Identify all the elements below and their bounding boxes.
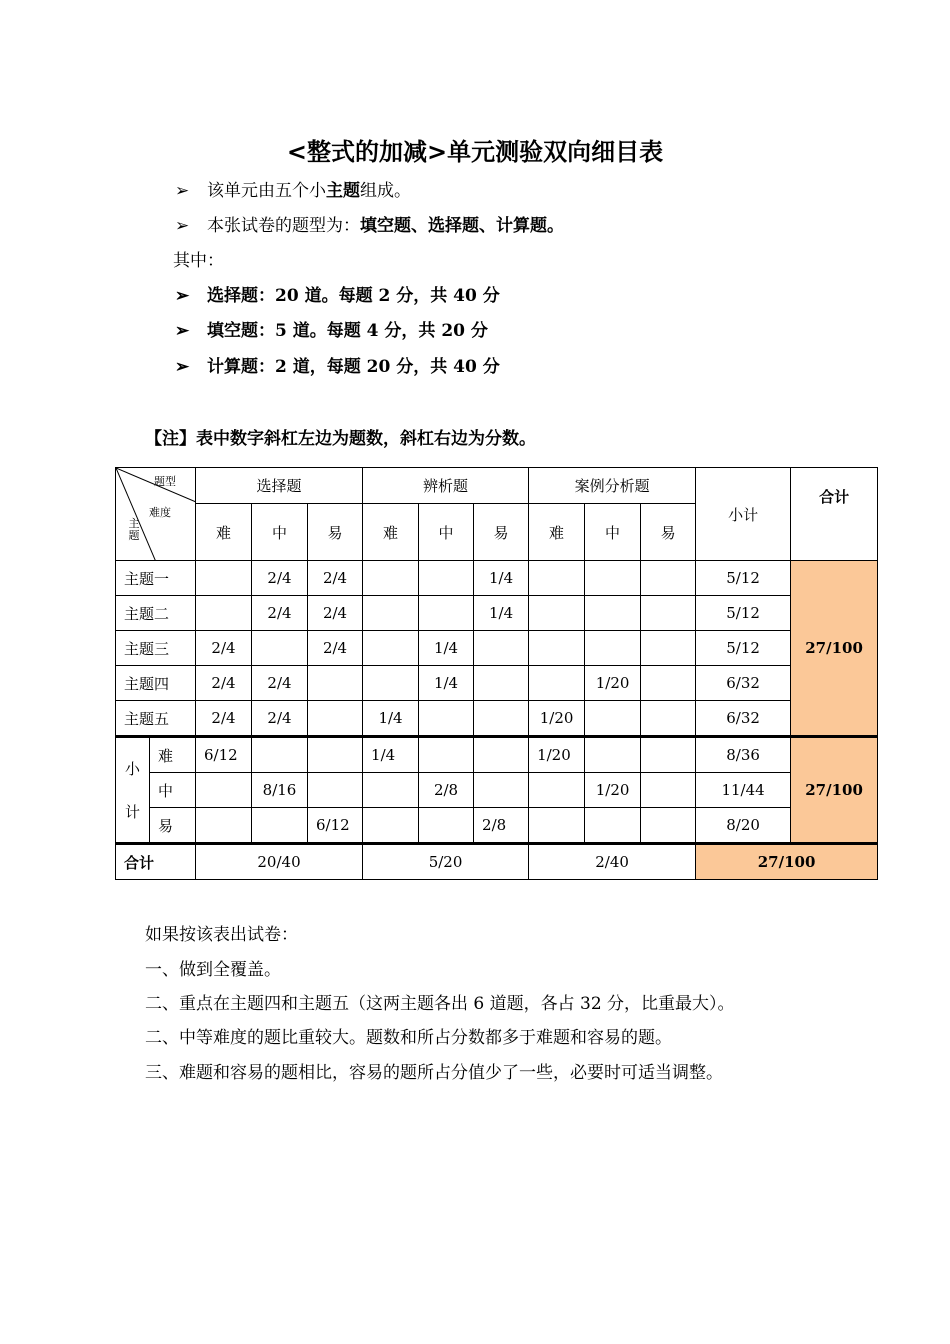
table-cell xyxy=(419,737,474,773)
group-header: 辨析题 xyxy=(363,468,529,504)
table-cell: 2/4 xyxy=(252,596,308,631)
corner-topic-label: 主题 xyxy=(128,517,140,542)
page-title: <整式的加减>单元测验双向细目表 xyxy=(286,138,664,166)
level-header: 易 xyxy=(474,504,529,561)
table-cell: 1/4 xyxy=(474,596,529,631)
table-cell xyxy=(363,666,419,701)
table-cell xyxy=(363,596,419,631)
table-cell xyxy=(252,808,308,844)
bullet-icon: ➢ xyxy=(175,216,190,236)
conclusion-point: 三、难题和容易的题相比，容易的题所占分值少了一些，必要时可适当调整。 xyxy=(145,1063,723,1083)
table-cell: 1/20 xyxy=(585,773,641,808)
level-header: 中 xyxy=(252,504,308,561)
table-cell: 1/4 xyxy=(419,666,474,701)
table-cell xyxy=(585,561,641,596)
table-cell xyxy=(529,808,585,844)
table-cell: 2/4 xyxy=(196,631,252,666)
conclusion-intro: 如果按该表出试卷： xyxy=(145,925,298,945)
conclusion-point: 二、重点在主题四和主题五（这两主题各出 6 道题，各占 32 分，比重最大）。 xyxy=(145,994,735,1014)
table-cell: 2/4 xyxy=(252,666,308,701)
table-cell xyxy=(308,773,363,808)
table-cell: 1/4 xyxy=(419,631,474,666)
table-cell: 1/4 xyxy=(363,701,419,737)
row-label: 难 xyxy=(150,737,196,773)
table-cell xyxy=(585,596,641,631)
table-row xyxy=(116,666,878,701)
row-label: 主题五 xyxy=(116,701,196,737)
table-cell xyxy=(641,808,696,844)
subtotal-cell: 8/20 xyxy=(696,808,791,844)
level-header: 中 xyxy=(419,504,474,561)
table-cell xyxy=(474,773,529,808)
level-total-cell: 27/100 xyxy=(791,737,878,844)
level-header: 难 xyxy=(363,504,419,561)
table-cell: 6/12 xyxy=(196,737,252,773)
intro-line-2 xyxy=(175,211,564,236)
intro-text: 组成。 xyxy=(360,181,411,201)
table-cell xyxy=(363,773,419,808)
table-cell xyxy=(641,596,696,631)
row-label: 主题二 xyxy=(116,596,196,631)
subtotal-cell: 5/12 xyxy=(696,596,791,631)
bullet-icon: ➢ xyxy=(175,286,190,306)
intro-emphasis: 填空题、选择题、计算题。 xyxy=(360,216,564,236)
table-cell xyxy=(196,808,252,844)
table-cell xyxy=(252,737,308,773)
row-label: 合计 xyxy=(116,844,196,880)
group-total-cell: 5/20 xyxy=(363,844,529,880)
table-cell: 2/4 xyxy=(252,701,308,737)
table-cell xyxy=(419,808,474,844)
intro-line-3: 其中： xyxy=(173,251,224,271)
table-cell: 2/8 xyxy=(419,773,474,808)
table-cell: 1/20 xyxy=(585,666,641,701)
row-label: 主题四 xyxy=(116,666,196,701)
corner-cell xyxy=(116,468,196,561)
table-cell: 2/4 xyxy=(252,561,308,596)
table-row xyxy=(116,808,878,844)
table-note: 【注】表中数字斜杠左边为题数，斜杠右边为分数。 xyxy=(145,429,536,449)
group-total-cell: 20/40 xyxy=(196,844,363,880)
table-cell: 1/4 xyxy=(363,737,419,773)
table-cell xyxy=(585,737,641,773)
intro-text: 选择题：20 道。每题 2 分，共 40 分 xyxy=(207,286,500,306)
topic-total-cell: 27/100 xyxy=(791,561,878,737)
level-header: 易 xyxy=(641,504,696,561)
table-cell xyxy=(641,561,696,596)
level-header: 难 xyxy=(529,504,585,561)
table-cell xyxy=(585,631,641,666)
total-row xyxy=(116,844,878,880)
table-cell xyxy=(196,596,252,631)
bullet-icon: ➢ xyxy=(175,357,190,377)
intro-line-6 xyxy=(175,352,500,377)
intro-line-4 xyxy=(175,281,500,306)
table-cell xyxy=(474,666,529,701)
subtotal-label-char: 计 xyxy=(124,803,140,821)
table-row xyxy=(116,737,878,773)
conclusion-point: 一、做到全覆盖。 xyxy=(145,960,281,980)
table-row xyxy=(116,561,878,596)
table-cell: 2/8 xyxy=(474,808,529,844)
group-total-cell: 2/40 xyxy=(529,844,696,880)
table-cell xyxy=(419,596,474,631)
table-cell xyxy=(363,561,419,596)
table-cell xyxy=(641,773,696,808)
table-cell xyxy=(196,561,252,596)
level-header: 中 xyxy=(585,504,641,561)
table-cell: 2/4 xyxy=(308,561,363,596)
subtotal-cell: 6/32 xyxy=(696,666,791,701)
table-cell xyxy=(529,773,585,808)
subtotal-cell: 11/44 xyxy=(696,773,791,808)
detail-table xyxy=(115,467,878,880)
table-cell xyxy=(529,596,585,631)
table-cell xyxy=(419,561,474,596)
subtotal-cell: 5/12 xyxy=(696,631,791,666)
table-cell: 8/16 xyxy=(252,773,308,808)
table-cell xyxy=(196,773,252,808)
table-cell xyxy=(474,701,529,737)
table-cell xyxy=(474,631,529,666)
table-row xyxy=(116,631,878,666)
table-cell: 6/12 xyxy=(308,808,363,844)
table-cell xyxy=(308,737,363,773)
table-cell xyxy=(641,666,696,701)
table-cell: 2/4 xyxy=(196,701,252,737)
intro-line-5 xyxy=(175,316,488,341)
group-header: 案例分析题 xyxy=(529,468,696,504)
table-row xyxy=(116,701,878,737)
table-cell: 2/4 xyxy=(308,596,363,631)
table-cell xyxy=(419,701,474,737)
level-header: 难 xyxy=(196,504,252,561)
intro-line-1 xyxy=(175,176,411,201)
total-header: 合计 xyxy=(791,468,878,561)
corner-difficulty-label: 难度 xyxy=(149,506,171,519)
intro-text: 该单元由五个小 xyxy=(207,181,326,201)
table-cell xyxy=(641,737,696,773)
table-cell: 1/20 xyxy=(529,701,585,737)
table-cell xyxy=(529,631,585,666)
intro-text: 计算题：2 道，每题 20 分，共 40 分 xyxy=(207,357,500,377)
table-cell xyxy=(363,808,419,844)
table-cell xyxy=(308,666,363,701)
table-cell xyxy=(585,701,641,737)
subtotal-cell: 5/12 xyxy=(696,561,791,596)
bullet-icon: ➢ xyxy=(175,321,190,341)
table-cell xyxy=(308,701,363,737)
table-cell: 1/20 xyxy=(529,737,585,773)
table-row xyxy=(116,773,878,808)
row-label: 中 xyxy=(150,773,196,808)
corner-type-label: 题型 xyxy=(154,475,176,488)
intro-text: 填空题：5 道。每题 4 分，共 20 分 xyxy=(207,321,488,341)
level-header: 易 xyxy=(308,504,363,561)
bullet-icon: ➢ xyxy=(175,181,190,201)
group-header: 选择题 xyxy=(196,468,363,504)
subtotal-label-char: 小 xyxy=(124,760,140,778)
table-cell xyxy=(641,631,696,666)
table-cell: 1/4 xyxy=(474,561,529,596)
table-cell xyxy=(252,631,308,666)
subtotal-group-label xyxy=(116,737,150,844)
table-cell xyxy=(529,561,585,596)
table-cell xyxy=(363,631,419,666)
row-label: 易 xyxy=(150,808,196,844)
row-label: 主题一 xyxy=(116,561,196,596)
subtotal-header: 小计 xyxy=(696,468,791,561)
table-row xyxy=(116,596,878,631)
table-cell xyxy=(585,808,641,844)
intro-emphasis: 主题 xyxy=(326,181,360,201)
table-cell: 2/4 xyxy=(196,666,252,701)
conclusion-point: 二、中等难度的题比重较大。题数和所占分数都多于难题和容易的题。 xyxy=(145,1028,672,1048)
grand-total-cell: 27/100 xyxy=(696,844,878,880)
intro-text: 本张试卷的题型为： xyxy=(207,216,360,236)
table-cell xyxy=(641,701,696,737)
table-cell xyxy=(529,666,585,701)
subtotal-cell: 8/36 xyxy=(696,737,791,773)
subtotal-cell: 6/32 xyxy=(696,701,791,737)
table-cell: 2/4 xyxy=(308,631,363,666)
table-cell xyxy=(474,737,529,773)
row-label: 主题三 xyxy=(116,631,196,666)
